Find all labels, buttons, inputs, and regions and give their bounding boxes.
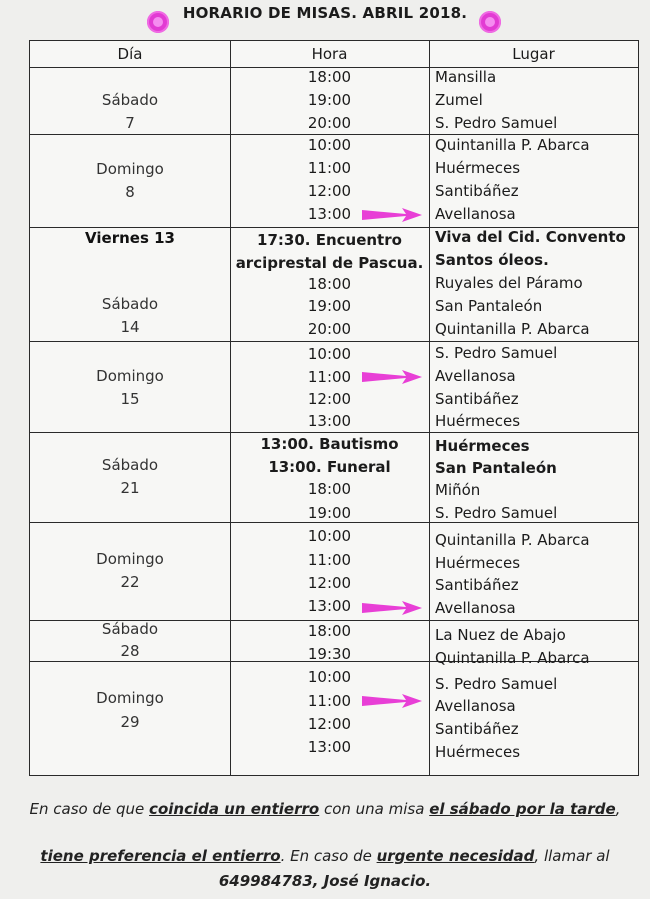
hour-cell: 19:00 <box>307 297 352 315</box>
hour-cell: 11:00 <box>307 159 352 177</box>
footer-note-line-2 <box>0 847 650 865</box>
hour-cell: 13:00 <box>307 412 352 430</box>
hour-cell: 13:00. Bautismo <box>260 435 399 453</box>
place-cell: Avellanosa <box>435 599 516 617</box>
arrow-icon <box>362 370 422 384</box>
footer-text: con una misa <box>319 800 430 818</box>
page-title: HORARIO DE MISAS. ABRIL 2018. <box>182 4 468 22</box>
footer-emphasis: tiene preferencia el entierro <box>40 847 281 865</box>
hour-cell: 10:00 <box>307 668 352 686</box>
place-cell: S. Pedro Samuel <box>435 675 558 693</box>
hour-cell: 11:00 <box>307 551 352 569</box>
place-cell: Huérmeces <box>435 743 521 761</box>
place-cell: San Pantaleón <box>435 297 543 315</box>
hour-cell: 12:00 <box>307 715 352 733</box>
hour-cell: 12:00 <box>307 574 352 592</box>
hour-cell: 13:00 <box>307 597 352 615</box>
place-cell: Santos óleos. <box>435 251 549 269</box>
hour-cell: 12:00 <box>307 182 352 200</box>
schedule-table <box>29 40 639 776</box>
day-number: 14 <box>120 318 140 336</box>
table-header <box>30 41 638 68</box>
arrow-icon <box>362 208 422 222</box>
place-cell: S. Pedro Samuel <box>435 344 558 362</box>
day-group <box>30 661 638 774</box>
place-cell: Santibáñez <box>435 182 519 200</box>
hour-cell: 17:30. Encuentro <box>257 231 402 249</box>
hour-cell: 18:00 <box>307 622 352 640</box>
arrow-icon <box>362 601 422 615</box>
place-cell: Huérmeces <box>435 554 521 572</box>
place-cell: Quintanilla P. Abarca <box>435 531 590 549</box>
hour-cell: 19:30 <box>307 645 352 663</box>
day-label: Sábado <box>101 295 159 313</box>
place-cell: Santibáñez <box>435 720 519 738</box>
day-number: 22 <box>120 573 140 591</box>
hour-cell: 18:00 <box>307 275 352 293</box>
hour-cell: 18:00 <box>307 480 352 498</box>
contact-phone: 649984783, José Ignacio. <box>218 872 432 890</box>
place-cell: Miñón <box>435 481 481 499</box>
day-group <box>30 432 638 523</box>
day-label: Sábado <box>101 456 159 474</box>
place-cell: Avellanosa <box>435 697 516 715</box>
day-group <box>30 620 638 667</box>
day-group <box>30 341 638 433</box>
hour-cell: 18:00 <box>307 68 352 86</box>
hour-cell: 13:00. Funeral <box>268 458 391 476</box>
day-label: Domingo <box>96 160 164 178</box>
footer-emphasis: urgente necesidad <box>376 847 535 865</box>
day-label: Sábado <box>101 620 159 638</box>
hour-cell: 20:00 <box>307 320 352 338</box>
footer-emphasis: coincida un entierro <box>149 800 320 818</box>
footer-text: En caso de que <box>29 800 150 818</box>
footer-text: , llamar al <box>534 847 610 865</box>
hour-cell: 13:00 <box>307 205 352 223</box>
place-cell: Mansilla <box>435 68 497 86</box>
place-cell: Santibáñez <box>435 576 519 594</box>
footer-note-line-1 <box>0 800 650 818</box>
day-number: 15 <box>120 390 140 408</box>
footer-text: , <box>615 800 621 818</box>
footer-emphasis: el sábado por la tarde <box>429 800 616 818</box>
arrow-icon <box>362 694 422 708</box>
hour-cell: 10:00 <box>307 136 352 154</box>
hour-cell: 11:00 <box>307 692 352 710</box>
place-cell: S. Pedro Samuel <box>435 114 558 132</box>
day-number: 29 <box>120 713 140 731</box>
day-label: Domingo <box>96 367 164 385</box>
place-cell: Avellanosa <box>435 367 516 385</box>
day-number: 7 <box>125 114 135 132</box>
place-cell: Quintanilla P. Abarca <box>435 649 590 667</box>
day-label: Sábado <box>101 91 159 109</box>
place-cell: Quintanilla P. Abarca <box>435 136 590 154</box>
day-number: 28 <box>120 642 140 660</box>
day-number: 21 <box>120 479 140 497</box>
day-group <box>30 522 638 621</box>
place-cell: Huérmeces <box>435 437 530 455</box>
header-lugar: Lugar <box>512 45 555 63</box>
hour-cell: 20:00 <box>307 114 352 132</box>
footer-contact <box>0 872 650 890</box>
day-label: Domingo <box>96 550 164 568</box>
place-cell: Huérmeces <box>435 159 521 177</box>
hour-cell: 19:00 <box>307 504 352 522</box>
day-group <box>30 227 638 342</box>
flower-right-icon <box>479 11 501 33</box>
day-label: Domingo <box>96 689 164 707</box>
place-cell: Santibáñez <box>435 390 519 408</box>
day-label: Viernes 13 <box>85 229 175 247</box>
place-cell: Quintanilla P. Abarca <box>435 320 590 338</box>
hour-cell: 10:00 <box>307 345 352 363</box>
place-cell: Ruyales del Páramo <box>435 274 583 292</box>
header-dia: Día <box>117 45 143 63</box>
hour-cell: 10:00 <box>307 527 352 545</box>
place-cell: San Pantaleón <box>435 459 557 477</box>
place-cell: Viva del Cid. Convento <box>435 228 626 246</box>
day-group <box>30 67 638 135</box>
hour-cell: 19:00 <box>307 91 352 109</box>
place-cell: Huérmeces <box>435 412 521 430</box>
day-number: 8 <box>125 183 135 201</box>
place-cell: Avellanosa <box>435 205 516 223</box>
hour-cell: arciprestal de Pascua. <box>235 254 424 272</box>
header-hora: Hora <box>311 45 348 63</box>
hour-cell: 11:00 <box>307 368 352 386</box>
footer-text: . En caso de <box>280 847 377 865</box>
hour-cell: 13:00 <box>307 738 352 756</box>
hour-cell: 12:00 <box>307 390 352 408</box>
day-group <box>30 134 638 228</box>
place-cell: S. Pedro Samuel <box>435 504 558 522</box>
place-cell: Zumel <box>435 91 483 109</box>
place-cell: La Nuez de Abajo <box>435 626 566 644</box>
